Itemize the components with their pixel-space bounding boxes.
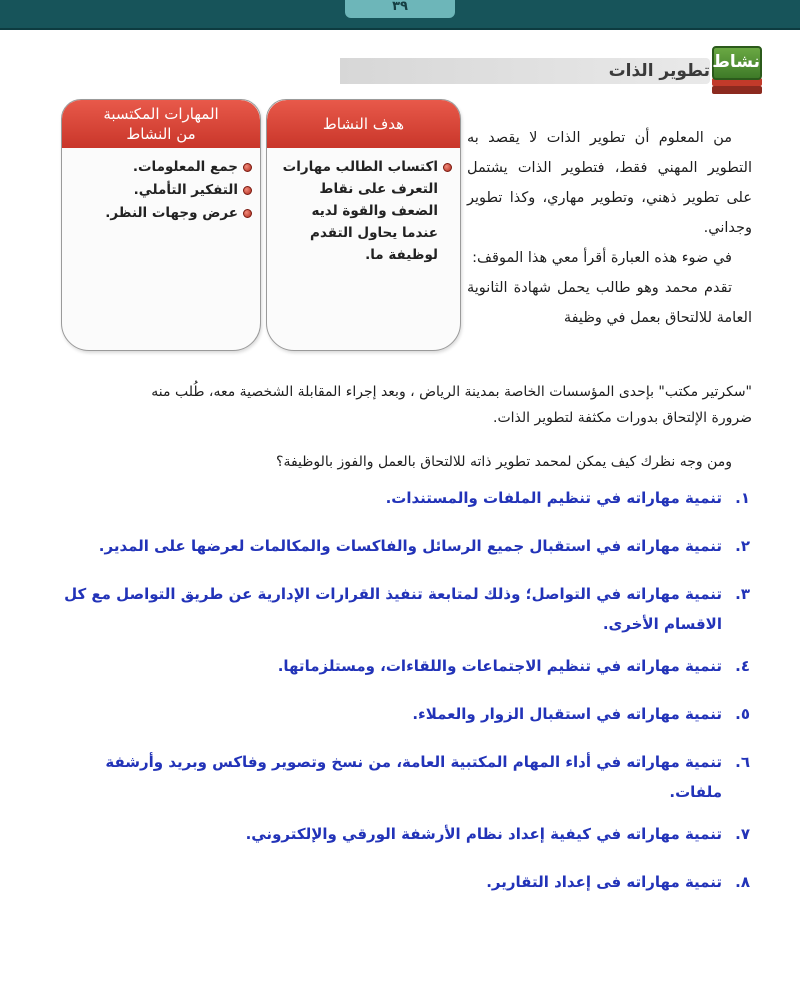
answer-number: ٣. [735, 585, 750, 603]
answers-list [50, 483, 750, 915]
book-icon [712, 86, 762, 94]
activity-badge-icon [710, 44, 764, 98]
answer-item [50, 819, 750, 849]
continuation-line-2: ضرورة الإلتحاق بدورات مكثفة لتطوير الذات. [493, 410, 752, 426]
goal-card-header [267, 100, 460, 148]
intro-paragraph-1: من المعلوم أن تطوير الذات لا يقصد به التطوير المهني فقط، فتطوير الذات يشتمل على تطوير ذهني، وتطوير مهاري، وكذا تطوير وجداني. [467, 130, 752, 236]
answer-item [50, 579, 750, 639]
skill-text: التفكير التأملي. [133, 182, 238, 198]
answer-text: تنمية مهاراته في تنظيم الملفات والمستندات. [385, 489, 722, 507]
answer-item [50, 867, 750, 897]
answer-text: تنمية مهاراته في تنظيم الاجتماعات واللقاءات، ومستلزماتها. [277, 657, 722, 675]
answer-text: تنمية مهاراته في استقبال جميع الرسائل والفاكسات والمكالمات لعرضها على المدير. [98, 537, 722, 555]
skill-item [68, 202, 252, 224]
intro-text [467, 123, 752, 333]
skill-text: جمع المعلومات. [132, 159, 238, 175]
goal-card-body [267, 148, 460, 266]
goal-text: اكتساب الطالب مهارات التعرف على نقاط الضعف والقوة لديه عندما يحاول التقدم لوظيفة ما. [282, 159, 438, 263]
skills-list [62, 148, 260, 224]
answer-text: تنمية مهاراته في استقبال الزوار والعملاء. [412, 705, 722, 723]
answer-number: ٤. [735, 657, 750, 675]
answer-number: ٦. [735, 753, 750, 771]
answer-item [50, 651, 750, 681]
skills-card-title-line1: المهارات المكتسبة [103, 105, 219, 123]
answer-text: تنمية مهاراته فى إعداد التقارير. [486, 873, 722, 891]
goal-item [273, 156, 452, 266]
skill-item [68, 179, 252, 201]
activity-title: تطوير الذات [608, 61, 710, 81]
answer-text: تنمية مهاراته في كيفية إعداد نظام الأرشفة الورقي والإلكتروني. [245, 825, 722, 843]
answer-item [50, 483, 750, 513]
answer-number: ٢. [735, 537, 750, 555]
skills-card [61, 99, 261, 351]
skill-text: عرض وجهات النظر. [105, 205, 238, 221]
activity-badge-label: نشاط [712, 46, 762, 80]
answer-item [50, 699, 750, 729]
goal-card-title: هدف النشاط [322, 115, 405, 133]
bullet-icon [243, 186, 252, 195]
bullet-icon [243, 209, 252, 218]
continuation-line-1: "سكرتير مكتب" بإحدى المؤسسات الخاصة بمدينة الرياض ، وبعد إجراء المقابلة الشخصية معه، طُلب منه [151, 384, 752, 400]
answer-text: تنمية مهاراته في أداء المهام المكتبية العامة، من نسخ وتصوير وفاكس وبريد وأرشفة ملفات. [105, 753, 722, 801]
answer-number: ١. [735, 489, 750, 507]
skill-item [68, 156, 252, 178]
answer-number: ٧. [735, 825, 750, 843]
answer-item [50, 747, 750, 807]
page-number: ٣٩ [345, 0, 455, 18]
answer-number: ٨. [735, 873, 750, 891]
answer-number: ٥. [735, 705, 750, 723]
question-text: ومن وجه نظرك كيف يمكن لمحمد تطوير ذاته للالتحاق بالعمل والفوز بالوظيفة؟ [276, 454, 732, 470]
intro-paragraph-2: في ضوء هذه العبارة أقرأ معي هذا الموقف: [472, 250, 732, 266]
bullet-icon [243, 163, 252, 172]
intro-paragraph-3: تقدم محمد وهو طالب يحمل شهادة الثانوية العامة للالتحاق بعمل في وظيفة [467, 280, 752, 326]
answer-item [50, 531, 750, 561]
skills-card-title-line2: من النشاط [126, 125, 196, 143]
skills-card-header [62, 100, 260, 148]
answer-text: تنمية مهاراته في التواصل؛ وذلك لمتابعة تنفيذ القرارات الإدارية عن طريق التواصل مع كل الاقسام الأخرى. [64, 585, 722, 633]
bullet-icon [443, 163, 452, 172]
goal-card [266, 99, 461, 351]
